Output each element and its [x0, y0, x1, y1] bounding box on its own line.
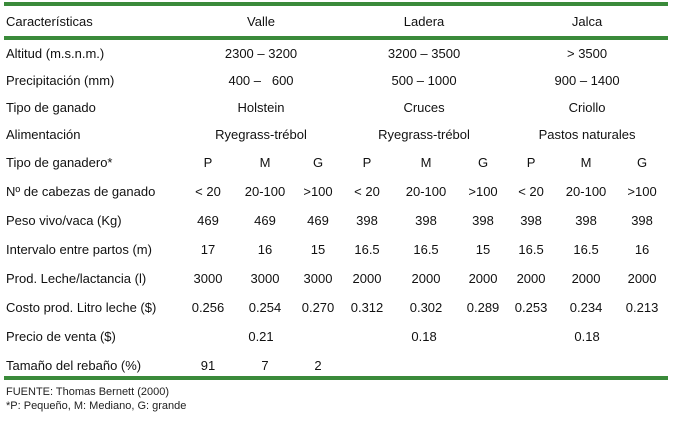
- cell: 16.5: [413, 242, 439, 257]
- row-label: Prod. Leche/lactancia (l): [6, 271, 147, 286]
- row-label: Altitud (m.s.n.m.): [6, 46, 105, 61]
- header-region-ladera: Ladera: [403, 13, 445, 29]
- row-label: Precio de venta ($): [6, 329, 116, 344]
- cell: G: [637, 155, 648, 170]
- row-label: Tipo de ganadero*: [6, 155, 113, 170]
- cell: 0.289: [466, 300, 500, 315]
- header-characteristics: Características: [6, 13, 93, 29]
- cell: 2000: [571, 271, 601, 286]
- row-label: Tamaño del rebaño (%): [6, 357, 142, 373]
- cell: >100: [468, 184, 498, 199]
- cell: 2000: [627, 271, 657, 286]
- row-label: Alimentación: [6, 127, 81, 142]
- header-region-jalca: Jalca: [571, 13, 603, 29]
- cell: 16.5: [518, 242, 544, 257]
- cell: 0.256: [191, 300, 225, 315]
- cell: G: [477, 155, 489, 170]
- cell: P: [203, 155, 213, 170]
- table-row: [4, 293, 668, 322]
- cell: 20-100: [405, 184, 447, 199]
- row-label: Precipitación (mm): [6, 73, 115, 88]
- table-row: [4, 148, 668, 177]
- cell: M: [259, 155, 271, 170]
- cell: 2000: [468, 271, 498, 286]
- cell: 20-100: [565, 184, 607, 199]
- cell: 2000: [516, 271, 546, 286]
- cell: 0.21: [248, 329, 274, 344]
- cell: >100: [627, 184, 657, 199]
- cell: > 3500: [567, 46, 608, 61]
- cell: Pastos naturales: [538, 127, 636, 142]
- cell: 16: [257, 242, 273, 257]
- row-label: Nº de cabezas de ganado: [6, 184, 156, 199]
- table-row: [4, 177, 668, 206]
- cell: 400 – 600: [228, 73, 294, 88]
- cell: P: [362, 155, 372, 170]
- cell: 398: [631, 213, 653, 228]
- header-region-valle: Valle: [247, 13, 275, 29]
- cell: 398: [356, 213, 378, 228]
- row-label: Peso vivo/vaca (Kg): [6, 213, 122, 228]
- cell: 0.18: [411, 329, 437, 344]
- cell: 469: [254, 213, 276, 228]
- cell: 469: [197, 213, 219, 228]
- cell: 0.254: [248, 300, 282, 315]
- cell: < 20: [195, 184, 221, 199]
- cell: Criollo: [568, 100, 606, 115]
- cell: 3000: [193, 271, 223, 286]
- cell: Cruces: [403, 100, 445, 115]
- cell: 16.5: [573, 242, 599, 257]
- cell: 469: [307, 213, 329, 228]
- cell: P: [526, 155, 536, 170]
- cell: 900 – 1400: [554, 73, 620, 88]
- cell: M: [580, 155, 592, 170]
- cell: 0.18: [574, 329, 600, 344]
- table-row: [4, 351, 668, 379]
- header-row: [4, 6, 668, 36]
- table-row: [4, 94, 668, 121]
- cell: < 20: [354, 184, 380, 199]
- cell: 398: [472, 213, 494, 228]
- cell: 2300 – 3200: [224, 46, 298, 61]
- legend-footnote: *P: Pequeño, M: Mediano, G: grande: [6, 400, 187, 412]
- empty-cell: [342, 351, 668, 379]
- cell: 3000: [303, 271, 333, 286]
- cell: 2000: [352, 271, 382, 286]
- table-row: [4, 322, 668, 351]
- cell: 0.270: [301, 300, 335, 315]
- cell: 0.312: [350, 300, 384, 315]
- table-row: [4, 264, 668, 293]
- cell: 0.302: [409, 300, 443, 315]
- table-row: [4, 235, 668, 264]
- cell: Ryegrass-trébol: [215, 127, 307, 142]
- cell: 2: [314, 357, 322, 373]
- source-footnote: FUENTE: Thomas Bernett (2000): [6, 386, 170, 398]
- cell: 398: [575, 213, 597, 228]
- cell: < 20: [518, 184, 544, 199]
- cell: 0.213: [625, 300, 659, 315]
- table-row: [4, 121, 668, 148]
- row-label: Costo prod. Litro leche ($): [6, 300, 157, 315]
- cell: 0.234: [569, 300, 603, 315]
- cell: 20-100: [244, 184, 286, 199]
- cell: 500 – 1000: [391, 73, 457, 88]
- cell: 16: [634, 242, 650, 257]
- cell: 17: [200, 242, 216, 257]
- cell: 398: [520, 213, 542, 228]
- table-row: [4, 67, 668, 94]
- cell: Holstein: [237, 100, 285, 115]
- row-label: Intervalo entre partos (m): [6, 242, 152, 257]
- cell: 91: [200, 357, 216, 373]
- table-row: [4, 206, 668, 235]
- cell: 3200 – 3500: [387, 46, 461, 61]
- livestock-comparison-table: [4, 6, 668, 379]
- cell: >100: [303, 184, 333, 199]
- cell: 3000: [250, 271, 280, 286]
- cell: Ryegrass-trébol: [378, 127, 470, 142]
- cell: 7: [261, 357, 269, 373]
- cell: 16.5: [354, 242, 380, 257]
- row-label: Tipo de ganado: [6, 100, 96, 115]
- cell: 15: [475, 242, 491, 257]
- cell: 2000: [411, 271, 441, 286]
- cell: M: [420, 155, 432, 170]
- cell: 398: [415, 213, 437, 228]
- cell: G: [312, 155, 324, 170]
- table-row: [4, 40, 668, 67]
- cell: 0.253: [514, 300, 548, 315]
- cell: 15: [310, 242, 326, 257]
